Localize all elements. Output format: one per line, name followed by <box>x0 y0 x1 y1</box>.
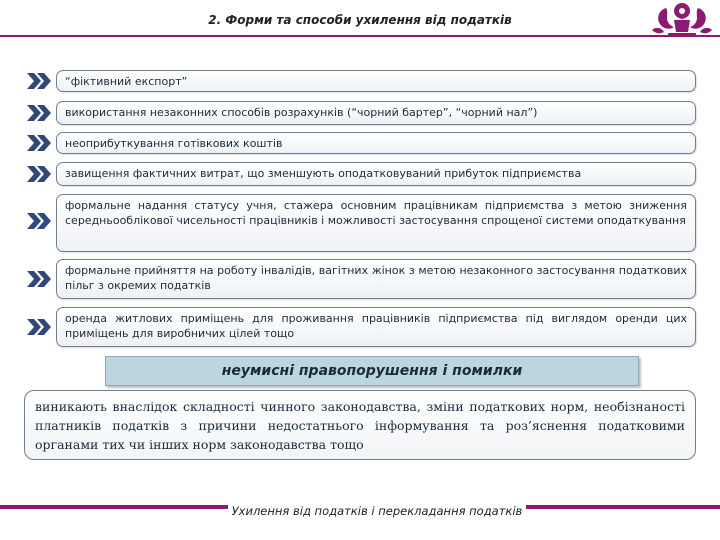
section-banner: неумисні правопорушення і помилки <box>105 356 639 386</box>
page-title: 2. Форми та способи ухилення від податків <box>208 13 512 27</box>
footer-title: Ухилення від податків і перекладання податків <box>228 502 526 520</box>
list-item-box: завищення фактичних витрат, що зменшують оподатковуваний прибуток підприємства <box>56 162 696 186</box>
list-item-box: використання незаконних способів розрахунків (“чорний бартер”, “чорний нал”) <box>56 101 696 125</box>
list-item-box: формальне прийняття на роботу інвалідів, вагітних жінок з метою незаконного застосування податкових пільг з окремих податків <box>56 259 696 299</box>
list-item-box: “фіктивний експорт” <box>56 70 696 92</box>
double-chevron-icon <box>26 270 52 288</box>
double-chevron-icon <box>26 318 52 336</box>
crest-icon <box>644 0 720 42</box>
header-divider <box>0 35 720 37</box>
list-item-box: оренда житлових приміщень для проживання працівників підприємства під виглядом оренди цих приміщень для виробничих цілей тощо <box>56 307 696 347</box>
footer-divider-right <box>526 505 720 509</box>
explanation-box: виникають внаслідок складності чинного законодавства, зміни податкових норм, необізнаності платників податків з причини недостатнього інформування та роз’яснення податковими органами тих чи інших норм законодавства тощо <box>24 390 696 460</box>
double-chevron-icon <box>26 104 52 122</box>
list-item-box: неоприбуткування готівкових коштів <box>56 132 696 154</box>
double-chevron-icon <box>26 72 52 90</box>
double-chevron-icon <box>26 165 52 183</box>
list-item-box: формальне надання статусу учня, стажера основним працівникам підприємства з метою зниження середньооблікової чисельності працівників і можливості застосування спрощеної системи оподаткування <box>56 194 696 252</box>
double-chevron-icon <box>26 212 52 230</box>
footer-divider-left <box>0 505 228 509</box>
double-chevron-icon <box>26 134 52 152</box>
